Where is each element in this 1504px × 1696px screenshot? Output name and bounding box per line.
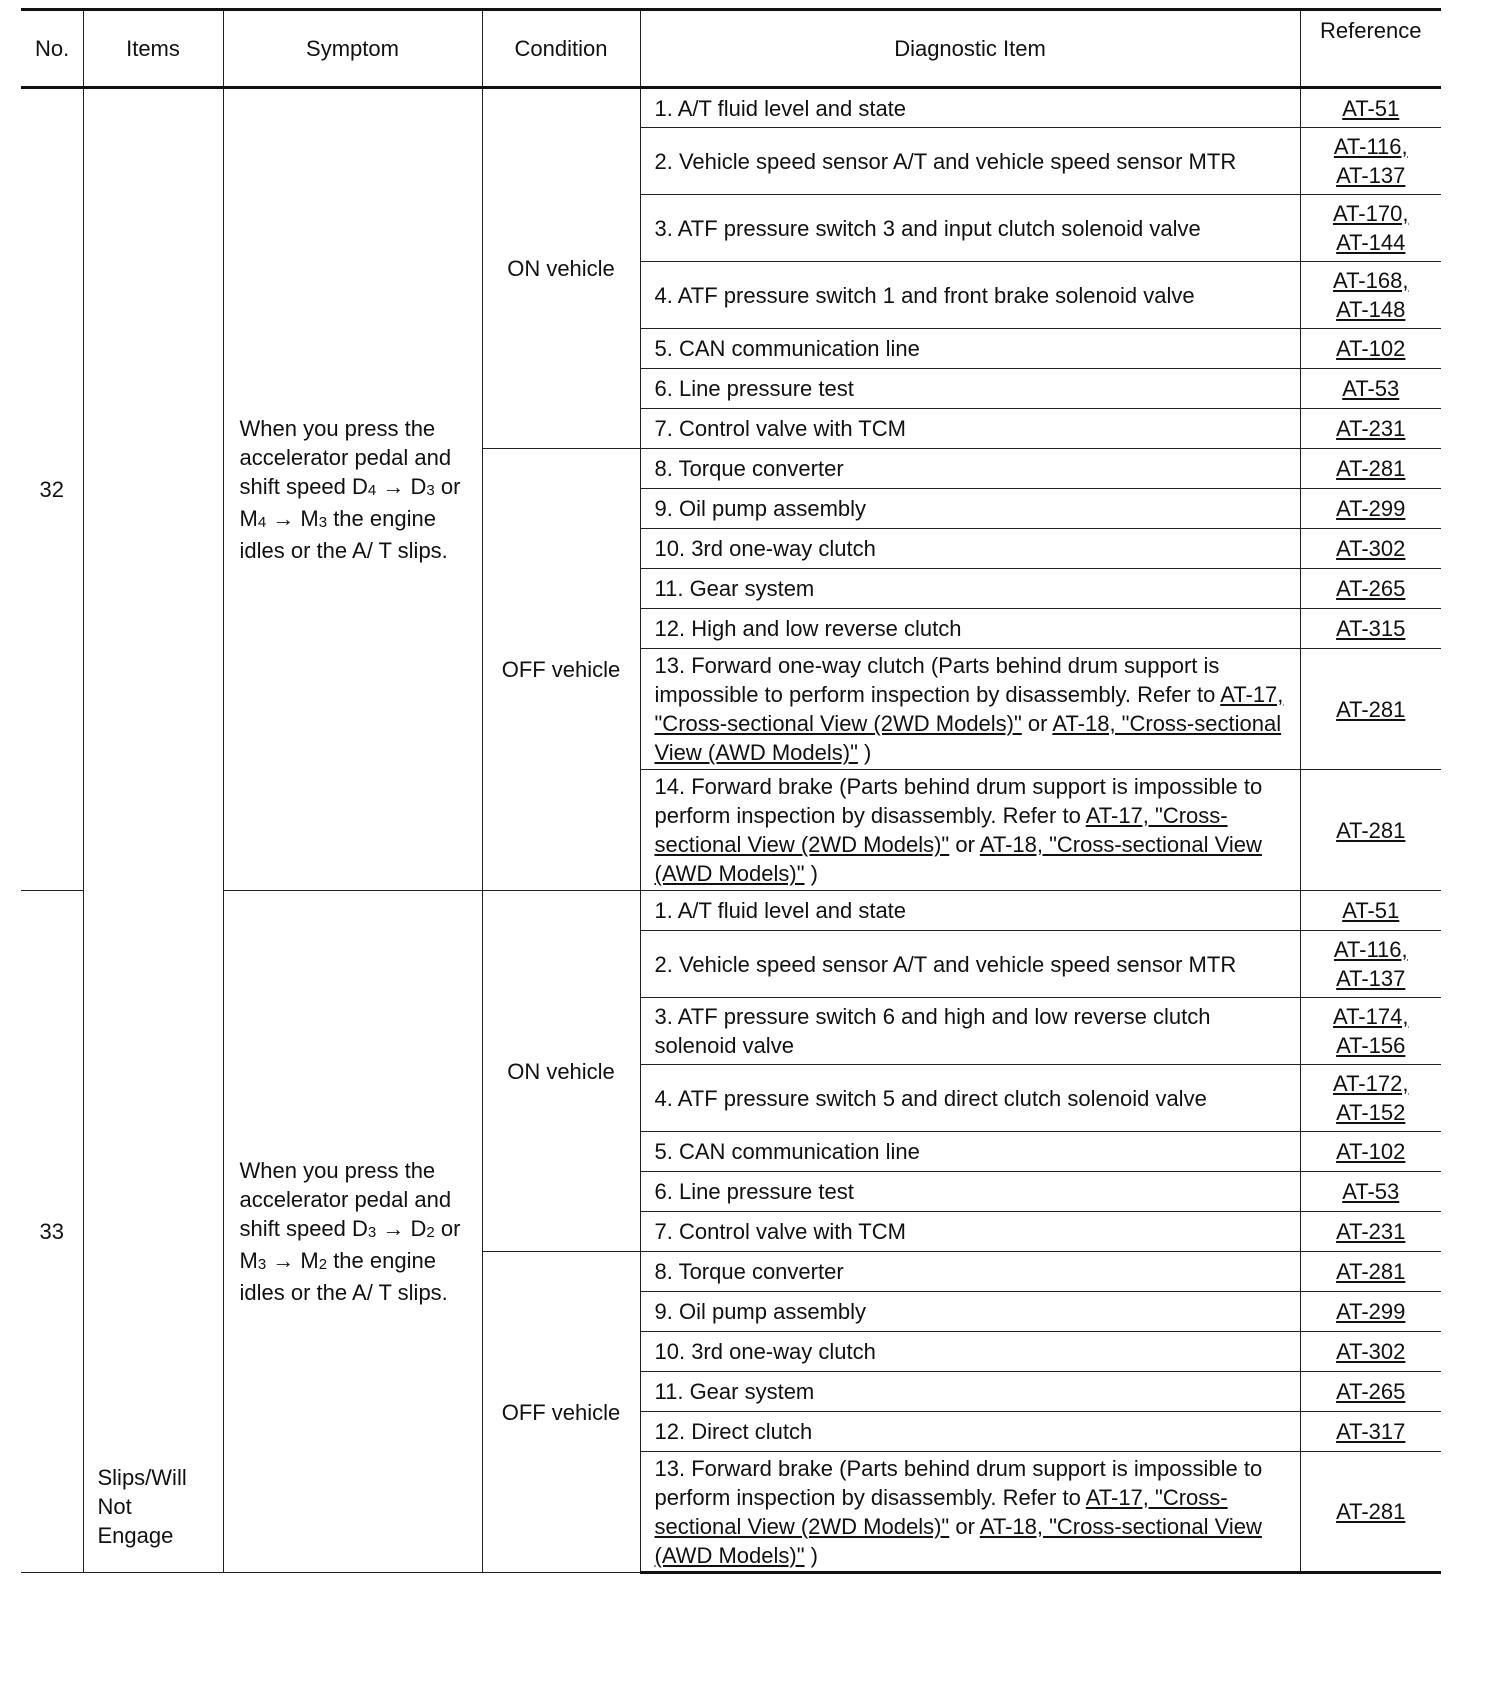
items-label: Slips/Will Not Engage: [97, 1465, 187, 1548]
diagnostic-item: 2. Vehicle speed sensor A/T and vehicle speed sensor MTR: [640, 128, 1300, 195]
cross-section-awd-link[interactable]: AT-18, "Cross-sectional View (AWD Models)": [654, 711, 1282, 765]
reference-cell: [1300, 931, 1441, 998]
subscript: 4: [367, 482, 377, 499]
row-number: 32: [21, 88, 83, 891]
reference-link[interactable]: AT-116,: [1333, 134, 1408, 159]
reference-cell: [1300, 1332, 1441, 1372]
reference-link[interactable]: AT-302: [1336, 536, 1406, 561]
diagnostic-item: 4. ATF pressure switch 5 and direct clutch solenoid valve: [640, 1065, 1300, 1132]
reference-link[interactable]: AT-265: [1336, 576, 1406, 601]
reference-link[interactable]: AT-317: [1336, 1419, 1406, 1444]
cross-section-awd-link[interactable]: AT-18, "Cross-sectional View (AWD Models)": [654, 832, 1262, 886]
diagnostic-text: ): [804, 861, 818, 886]
header-row: [21, 10, 1441, 88]
cross-section-2wd-link[interactable]: AT-17, "Cross-sectional View (2WD Models)": [654, 1484, 1228, 1539]
diagnostic-item: [640, 770, 1300, 891]
diagnostic-item: 11. Gear system: [640, 569, 1300, 609]
reference-cell: [1300, 449, 1441, 489]
condition-on-cell: ON vehicle: [482, 891, 640, 1252]
symptom-text: → D: [376, 1216, 427, 1241]
header-symptom: Symptom: [223, 10, 482, 88]
cross-section-2wd-link[interactable]: AT-17, "Cross-sectional View (2WD Models)": [654, 682, 1284, 736]
table-row: [21, 891, 1441, 931]
reference-link[interactable]: AT-172,: [1333, 1071, 1409, 1096]
diagnostic-item: 1. A/T fluid level and state: [640, 891, 1300, 931]
reference-cell: [1300, 569, 1441, 609]
symptom-text: the engine idles or the A/ T slips.: [239, 506, 448, 563]
row-number: 33: [21, 891, 83, 1573]
reference-cell: [1300, 329, 1441, 369]
reference-link[interactable]: AT-148: [1336, 297, 1406, 322]
diagnostic-item: 10. 3rd one-way clutch: [640, 1332, 1300, 1372]
reference-link[interactable]: AT-156: [1336, 1033, 1406, 1058]
reference-cell: [1300, 369, 1441, 409]
diagnostic-item: 6. Line pressure test: [640, 1172, 1300, 1212]
reference-cell: [1300, 1452, 1441, 1573]
reference-link[interactable]: AT-137: [1336, 966, 1406, 991]
cross-section-2wd-link[interactable]: AT-17, "Cross-sectional View (2WD Models)": [654, 803, 1228, 857]
reference-cell: [1300, 128, 1441, 195]
diagnostic-item: 7. Control valve with TCM: [640, 409, 1300, 449]
subscript: 3: [426, 482, 435, 499]
reference-link[interactable]: AT-168,: [1333, 268, 1409, 293]
symptom-text: → M: [266, 506, 319, 531]
diagnostic-item: 12. Direct clutch: [640, 1412, 1300, 1452]
reference-link[interactable]: AT-281: [1336, 1499, 1406, 1524]
reference-link[interactable]: AT-174,: [1333, 1004, 1409, 1029]
reference-link[interactable]: AT-152: [1336, 1100, 1406, 1125]
symptom-cell: [223, 891, 482, 1573]
reference-cell: [1300, 1065, 1441, 1132]
diagnostic-item: [640, 1452, 1300, 1573]
table-body: [21, 88, 1441, 1573]
reference-link[interactable]: AT-144: [1336, 230, 1406, 255]
diagnostic-item: 5. CAN communication line: [640, 1132, 1300, 1172]
diagnostic-item: 8. Torque converter: [640, 449, 1300, 489]
symptom-text: or M: [239, 1216, 461, 1273]
diagnostic-text: or: [949, 1513, 980, 1539]
diagnostic-item: 8. Torque converter: [640, 1252, 1300, 1292]
diagnostic-item: 11. Gear system: [640, 1372, 1300, 1412]
diagnostic-item: 3. ATF pressure switch 6 and high and low reverse clutch solenoid valve: [640, 998, 1300, 1065]
diagnostic-text: 13. Forward brake (Parts behind drum support is impossible to perform inspection by disassembly. Refer to: [654, 1455, 1263, 1510]
diagnostic-item: [640, 649, 1300, 770]
diagnostic-text: or: [949, 832, 980, 857]
header-condition: Condition: [482, 10, 640, 88]
reference-link[interactable]: AT-231: [1336, 1219, 1406, 1244]
diagnostic-item: 9. Oil pump assembly: [640, 489, 1300, 529]
reference-link[interactable]: AT-281: [1336, 456, 1406, 481]
reference-cell: [1300, 489, 1441, 529]
header-items: Items: [83, 10, 223, 88]
subscript: 4: [257, 514, 267, 531]
subscript: 3: [257, 1256, 267, 1273]
reference-cell: [1300, 1132, 1441, 1172]
reference-link[interactable]: AT-53: [1342, 376, 1400, 401]
reference-cell: [1300, 891, 1441, 931]
subscript: 3: [367, 1224, 377, 1241]
reference-link[interactable]: AT-315: [1336, 616, 1406, 641]
reference-cell: [1300, 195, 1441, 262]
diagnostic-item: 9. Oil pump assembly: [640, 1292, 1300, 1332]
symptom-cell: [223, 88, 482, 891]
reference-cell: [1300, 262, 1441, 329]
header-reference: Reference: [1300, 10, 1441, 88]
header-diagnostic-item: Diagnostic Item: [640, 10, 1300, 88]
symptom-text: or M: [239, 474, 461, 531]
header-no: No.: [21, 10, 83, 88]
reference-link[interactable]: AT-281: [1336, 817, 1406, 843]
reference-cell: [1300, 1372, 1441, 1412]
symptom-text: When you press the accelerator pedal and shift speed D: [239, 416, 452, 499]
reference-cell: [1300, 1292, 1441, 1332]
reference-link[interactable]: AT-51: [1342, 898, 1400, 923]
symptom-text: → M: [266, 1248, 319, 1273]
reference-link[interactable]: AT-231: [1336, 416, 1406, 441]
diagnostic-item: 7. Control valve with TCM: [640, 1212, 1300, 1252]
reference-link[interactable]: AT-137: [1336, 163, 1406, 188]
reference-link[interactable]: AT-102: [1336, 1139, 1406, 1164]
cross-section-awd-link[interactable]: AT-18, "Cross-sectional View (AWD Models)": [654, 1513, 1262, 1568]
table-row: [21, 88, 1441, 128]
reference-cell: [1300, 770, 1441, 891]
reference-link[interactable]: AT-281: [1336, 696, 1406, 722]
diagnostic-text: or: [1021, 711, 1053, 736]
subscript: 2: [318, 1256, 328, 1273]
diagnostic-text: ): [804, 1542, 818, 1568]
reference-link[interactable]: AT-265: [1336, 1379, 1406, 1404]
reference-link[interactable]: AT-116,: [1333, 937, 1408, 962]
reference-link[interactable]: AT-302: [1336, 1339, 1406, 1364]
reference-cell: [1300, 1172, 1441, 1212]
diagnostic-item: 3. ATF pressure switch 3 and input clutch solenoid valve: [640, 195, 1300, 262]
diagnostic-item: 1. A/T fluid level and state: [640, 88, 1300, 128]
reference-link[interactable]: AT-51: [1342, 95, 1400, 121]
reference-link[interactable]: AT-299: [1336, 496, 1406, 521]
reference-cell: [1300, 1412, 1441, 1452]
reference-cell: [1300, 609, 1441, 649]
subscript: 2: [426, 1224, 435, 1241]
symptom-text: → D: [376, 474, 427, 499]
reference-link[interactable]: AT-299: [1336, 1299, 1406, 1324]
diagnostic-item: 10. 3rd one-way clutch: [640, 529, 1300, 569]
items-cell: [83, 88, 223, 1573]
reference-link[interactable]: AT-281: [1336, 1259, 1406, 1284]
condition-on-cell: ON vehicle: [482, 88, 640, 449]
condition-off-cell: OFF vehicle: [482, 1252, 640, 1573]
diagnostic-item: 4. ATF pressure switch 1 and front brake solenoid valve: [640, 262, 1300, 329]
reference-link[interactable]: AT-170,: [1333, 201, 1409, 226]
reference-link[interactable]: AT-53: [1342, 1179, 1400, 1204]
reference-cell: [1300, 529, 1441, 569]
symptom-text: When you press the accelerator pedal and shift speed D: [239, 1158, 452, 1241]
diagnostic-item: 6. Line pressure test: [640, 369, 1300, 409]
condition-off-cell: OFF vehicle: [482, 449, 640, 891]
diagnostic-item: 12. High and low reverse clutch: [640, 609, 1300, 649]
reference-cell: [1300, 1252, 1441, 1292]
diagnostic-item: 5. CAN communication line: [640, 329, 1300, 369]
diagnostic-text: ): [857, 740, 872, 765]
reference-cell: [1300, 1212, 1441, 1252]
diagnosis-table: [21, 8, 1441, 1574]
diagnostic-text: 14. Forward brake (Parts behind drum support is impossible to perform inspection by disassembly. Refer to: [654, 774, 1263, 828]
diagnostic-text: 13. Forward one-way clutch (Parts behind drum support is impossible to perform inspection by disassembly. Refer to: [654, 653, 1221, 707]
reference-cell: [1300, 409, 1441, 449]
diagnostic-item: 2. Vehicle speed sensor A/T and vehicle speed sensor MTR: [640, 931, 1300, 998]
reference-cell: [1300, 88, 1441, 128]
subscript: 3: [318, 514, 328, 531]
reference-link[interactable]: AT-102: [1336, 336, 1406, 361]
reference-cell: [1300, 998, 1441, 1065]
symptom-text: the engine idles or the A/ T slips.: [239, 1248, 448, 1305]
reference-cell: [1300, 649, 1441, 770]
